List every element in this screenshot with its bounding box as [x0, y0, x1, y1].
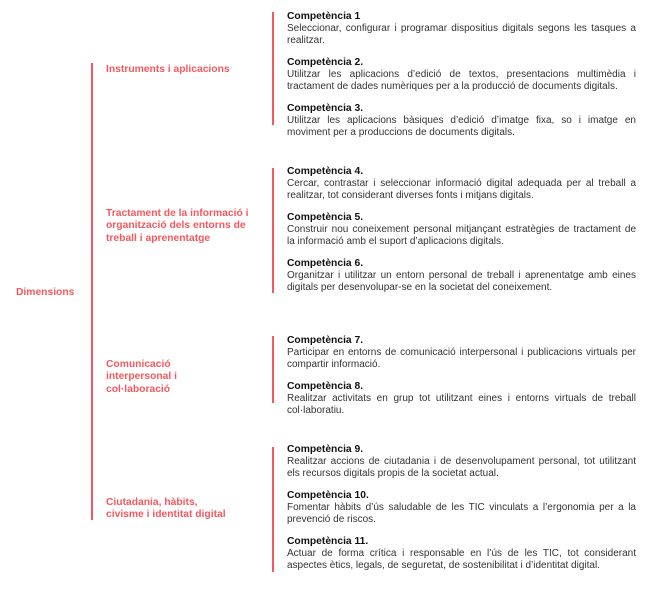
competency-group-comunicacio [287, 335, 636, 427]
competency-group-ciutadania [287, 444, 636, 582]
competency-text: Utilitzar les aplicacions bàsiques d’edició d’imatge fixa, so i imatge en moviment per a produccions de documents digitals. [287, 115, 636, 138]
competency-item [287, 444, 636, 480]
competency-title: Competència 10. [287, 490, 369, 501]
competency-title: Competència 1 [287, 11, 361, 22]
competency-text: Organitzar i utilitzar un entorn personal de treball i aprenentatge amb eines digitals per desenvolupar-se en la societat del coneixement. [287, 270, 636, 293]
competency-text: Participar en entorns de comunicació interpersonal i publicacions virtuals per compartir informació. [287, 347, 636, 370]
competency-item [287, 490, 636, 526]
competency-text: Seleccionar, configurar i programar dispositius digitals segons les tasques a realitzar. [287, 23, 636, 46]
competency-item [287, 166, 636, 202]
competency-title: Competència 3. [287, 103, 364, 114]
root-bracket-line [91, 63, 93, 520]
group-bracket-line [272, 336, 274, 403]
competency-item [287, 536, 636, 572]
competency-title: Competència 11. [287, 536, 369, 547]
competency-text: Realitzar accions de ciutadania i de desenvolupament personal, tot utilitzant els recursos digitals propis de la societat actual. [287, 456, 636, 479]
competency-item [287, 381, 636, 417]
competency-group-instruments [287, 11, 636, 149]
group-bracket-line [272, 168, 274, 293]
competency-title: Competència 2. [287, 57, 364, 68]
dimension-label-instruments: Instruments i aplicacions [106, 64, 230, 75]
competency-title: Competència 5. [287, 212, 364, 223]
competency-text: Cercar, contrastar i seleccionar informació digital adequada per al treball a realitzar, tot considerant diverses fonts i mitjans digitals. [287, 178, 636, 201]
competency-group-tractament [287, 166, 636, 304]
competency-title: Competència 4. [287, 166, 364, 177]
competency-title: Competència 6. [287, 258, 364, 269]
competency-title: Competència 9. [287, 444, 364, 455]
competency-text: Construir nou coneixement personal mitjançant estratègies de tractament de la informació amb el suport d’aplicacions digitals. [287, 224, 636, 247]
group-bracket-line [272, 12, 274, 125]
competency-title: Competència 7. [287, 335, 364, 346]
dimension-label-comunicacio: Comunicació interpersonal i col·laboració [106, 359, 177, 395]
competency-title: Competència 8. [287, 381, 364, 392]
competency-text: Realitzar activitats en grup tot utilitzant eines i entorns virtuals de treball col·laboratiu. [287, 393, 636, 416]
competency-item [287, 11, 636, 47]
competency-item [287, 212, 636, 248]
competency-text: Utilitzar les aplicacions d’edició de textos, presentacions multimèdia i tractament de dades numèriques per a la producció de documents digitals. [287, 69, 636, 92]
competency-text: Fomentar hàbits d’ús saludable de les TIC vinculats a l’ergonomia per a la prevenció de riscos. [287, 502, 636, 525]
dimension-label-tractament: Tractament de la informació i organització dels entorns de treball i aprenentatge [106, 208, 249, 244]
group-bracket-line [272, 447, 274, 572]
root-label-dimensions: Dimensions [16, 287, 75, 298]
competency-item [287, 258, 636, 294]
competency-item [287, 335, 636, 371]
competency-item [287, 57, 636, 93]
competency-item [287, 103, 636, 139]
dimension-label-ciutadania: Ciutadania, hàbits, civisme i identitat digital [106, 497, 226, 521]
competency-text: Actuar de forma crítica i responsable en l’ús de les TIC, tot considerant aspectes ètics, legals, de seguretat, de sostenibilitat i d’identitat digital. [287, 548, 636, 571]
